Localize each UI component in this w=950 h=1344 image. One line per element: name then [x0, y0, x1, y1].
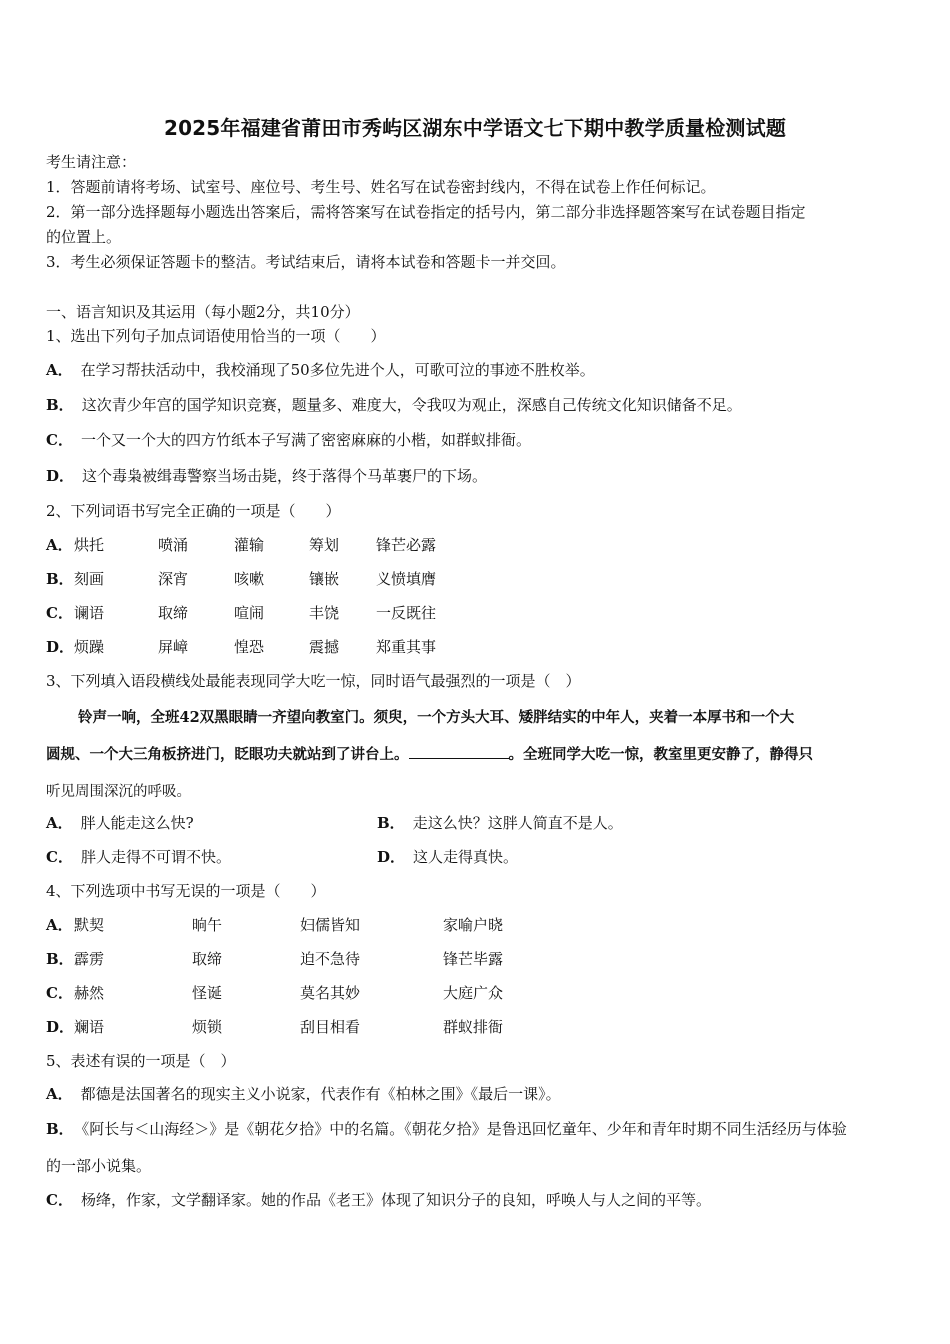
- option-word: 赫然: [74, 984, 105, 1002]
- option-b: [46, 1119, 847, 1139]
- option-d: [46, 466, 487, 486]
- option-word: 喧闹: [234, 604, 265, 622]
- option-d: [377, 847, 518, 867]
- option-letter: D．: [46, 638, 75, 656]
- notice-item: 1．答题前请将考场、试室号、座位号、考生号、姓名写在试卷密封线内，不得在试卷上作任何标记。: [46, 178, 716, 196]
- option-text: 在学习帮扶活动中，我校涌现了50多位先进个人，可歌可泣的事迹不胜枚举。: [80, 361, 595, 379]
- option-text: 走这么快？这胖人简直不是人。: [412, 814, 623, 832]
- option-word: 喷涌: [158, 536, 189, 554]
- option-word: 筹划: [309, 536, 340, 554]
- option-word: 莫名其妙: [300, 984, 361, 1002]
- option-letter: C．: [46, 848, 73, 866]
- option-word: 烦锁: [192, 1018, 223, 1036]
- option-word: 取缔: [158, 604, 189, 622]
- option-letter: C．: [46, 984, 73, 1002]
- option-word: 大庭广众: [443, 984, 504, 1002]
- option-b: [46, 395, 742, 415]
- option-word: 晌午: [192, 916, 223, 934]
- option-word: 取缔: [192, 950, 223, 968]
- option-word: 丰饶: [309, 604, 340, 622]
- question-stem: 4、下列选项中书写无误的一项是（ ）: [46, 882, 326, 900]
- option-letter: B．: [46, 950, 74, 968]
- option-letter: A．: [46, 814, 73, 832]
- option-a: [46, 360, 595, 380]
- option-word: 霹雳: [74, 950, 105, 968]
- option-word: 谰语: [74, 604, 105, 622]
- option-word: 屏嶂: [158, 638, 189, 656]
- option-text: 都德是法国著名的现实主义小说家，代表作有《柏林之围》《最后一课》。: [80, 1085, 561, 1103]
- option-c: [46, 847, 231, 867]
- option-word: 锋芒毕露: [443, 950, 504, 968]
- option-text: 这次青少年宫的国学知识竞赛，题量多、难度大，令我叹为观止，深感自己传统文化知识储备不足。: [81, 396, 742, 414]
- passage-line: 铃声一响，全班42双黑眼睛一齐望向教室门。须臾，一个方头大耳、矮胖结实的中年人，夹着一本厚书和一个大: [78, 709, 795, 726]
- option-word: 锋芒必露: [376, 536, 437, 554]
- option-letter: D．: [377, 848, 406, 866]
- option-word: 默契: [74, 916, 105, 934]
- option-letter: A．: [46, 536, 73, 554]
- question-stem: 1、选出下列句子加点词语使用恰当的一项（ ）: [46, 327, 386, 345]
- section-heading: 一、语言知识及其运用（每小题2分，共10分）: [46, 303, 360, 321]
- notice-item: 的位置上。: [46, 228, 122, 246]
- option-word: 刮目相看: [300, 1018, 361, 1036]
- option-word: 刻画: [74, 570, 105, 588]
- option-letter: B．: [46, 396, 74, 414]
- option-letter: C．: [46, 1191, 73, 1209]
- option-a: [46, 813, 194, 833]
- option-letter: D．: [46, 1018, 75, 1036]
- option-letter: A．: [46, 916, 73, 934]
- option-word: 斓语: [74, 1018, 105, 1036]
- passage-line: [46, 743, 906, 764]
- option-letter: B．: [377, 814, 405, 832]
- option-c: [46, 1190, 711, 1210]
- option-letter: B．: [46, 570, 74, 588]
- page-title: 2025年福建省莆田市秀屿区湖东中学语文七下期中教学质量检测试题: [163, 116, 787, 140]
- option-b-continued: 的一部小说集。: [46, 1157, 152, 1175]
- option-word: 震撼: [309, 638, 340, 656]
- option-letter: C．: [46, 604, 73, 622]
- option-text: 这个毒枭被缉毒警察当场击毙，终于落得个马革裹尸的下场。: [82, 467, 488, 485]
- option-letter: A．: [46, 1085, 73, 1103]
- option-letter: B．: [46, 1120, 74, 1138]
- option-c: [46, 430, 531, 450]
- option-word: 一反既往: [376, 604, 437, 622]
- option-word: 深宵: [158, 570, 189, 588]
- option-word: 迫不急待: [300, 950, 361, 968]
- option-text: 胖人走得不可谓不快。: [80, 848, 231, 866]
- notice-item: 2．第一部分选择题每小题选出答案后，需将答案写在试卷指定的括号内，第二部分非选择题答案写在试卷题目指定: [46, 203, 806, 221]
- option-word: 灌输: [234, 536, 265, 554]
- option-text: 一个又一个大的四方竹纸本子写满了密密麻麻的小楷，如群蚁排衙。: [80, 431, 531, 449]
- passage-text: 。全班同学大吃一惊，教室里更安静了，静得只: [508, 746, 813, 763]
- option-letter: A．: [46, 361, 73, 379]
- option-word: 义愤填膺: [376, 570, 437, 588]
- question-stem: 5、表述有误的一项是（ ）: [46, 1052, 236, 1070]
- option-word: 怪诞: [192, 984, 223, 1002]
- option-word: 咳嗽: [234, 570, 265, 588]
- option-word: 妇儒皆知: [300, 916, 361, 934]
- option-text: 杨绛，作家，文学翻译家。她的作品《老王》体现了知识分子的良知，呼唤人与人之间的平等。: [80, 1191, 711, 1209]
- option-b: [377, 813, 623, 833]
- option-word: 惶恐: [234, 638, 265, 656]
- question-stem: 3、下列填入语段横线处最能表现同学大吃一惊，同时语气最强烈的一项是（ ）: [46, 672, 581, 690]
- option-word: 家喻户晓: [443, 916, 504, 934]
- option-word: 烦躁: [74, 638, 105, 656]
- option-a: [46, 1084, 561, 1104]
- option-text: 这人走得真快。: [413, 848, 519, 866]
- option-letter: D．: [46, 467, 75, 485]
- option-word: 群蚁排衙: [443, 1018, 504, 1036]
- notice-heading: 考生请注意：: [46, 153, 137, 171]
- option-letter: C．: [46, 431, 73, 449]
- option-text: 《阿长与＜山海经＞》是《朝花夕拾》中的名篇。《朝花夕拾》是鲁迅回忆童年、少年和青年时期不同生活经历与体验: [81, 1120, 847, 1138]
- option-word: 烘托: [74, 536, 105, 554]
- option-word: 镶嵌: [309, 570, 340, 588]
- passage-text: 圆规、一个大三角板挤进门，眨眼功夫就站到了讲台上。: [46, 746, 409, 763]
- passage-line: 听见周围深沉的呼吸。: [46, 784, 191, 800]
- question-stem: 2、下列词语书写完全正确的一项是（ ）: [46, 502, 341, 520]
- option-text: 胖人能走这么快?: [80, 814, 194, 832]
- option-word: 郑重其事: [376, 638, 437, 656]
- notice-item: 3．考生必须保证答题卡的整洁。考试结束后，请将本试卷和答题卡一并交回。: [46, 253, 566, 271]
- answer-blank[interactable]: [409, 744, 509, 759]
